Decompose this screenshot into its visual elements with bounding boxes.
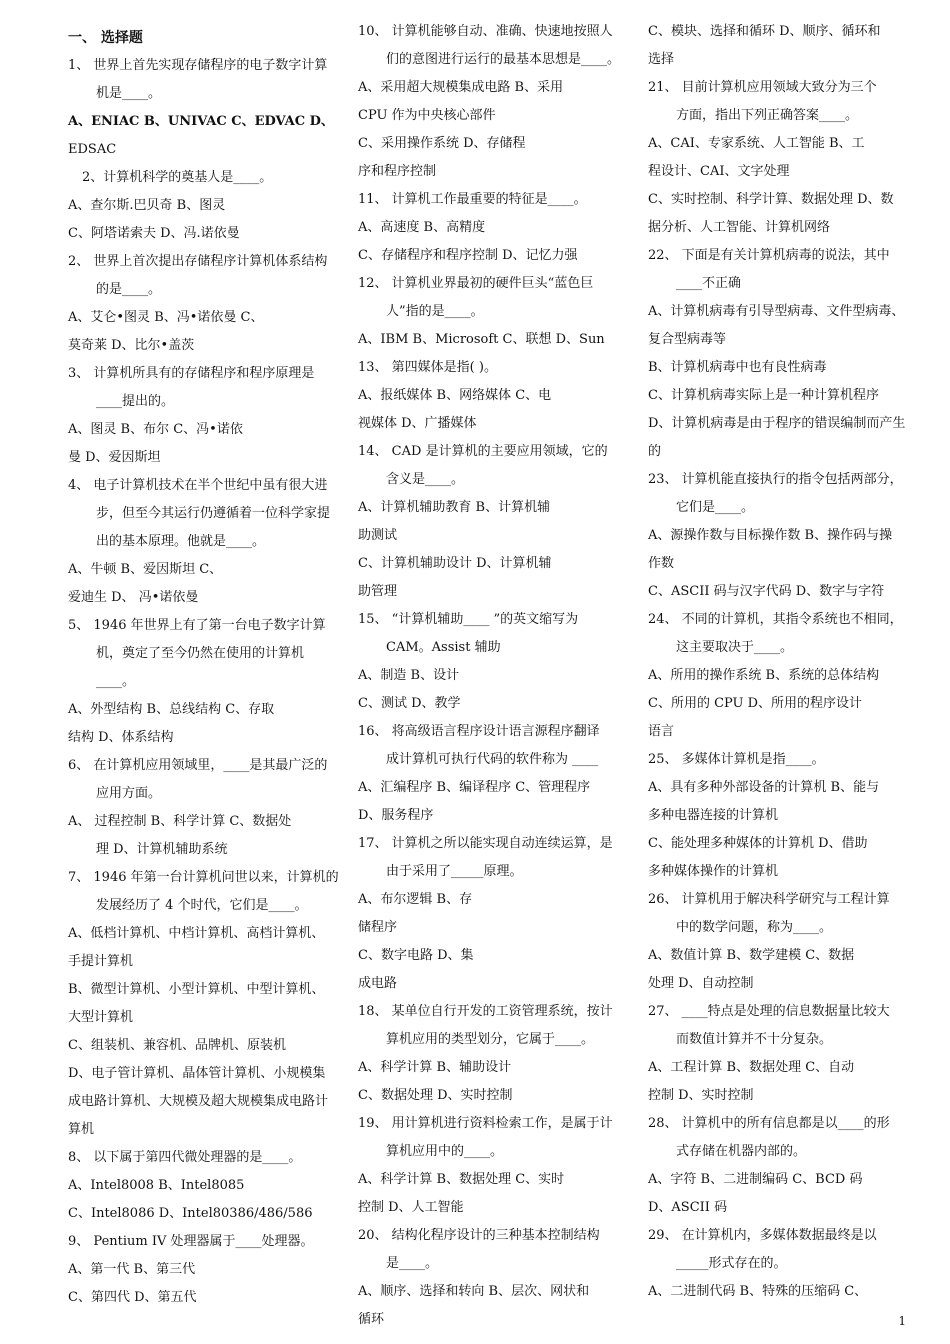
text-line: 人”指的是____。 xyxy=(386,304,484,319)
text-line: 7、 1946 年第一台计算机问世以来，计算机的 xyxy=(68,870,339,885)
text-line: A、工程计算 B、数据处理 C、自动 xyxy=(648,1060,855,1075)
text-line: 助测试 xyxy=(358,528,398,543)
text-line: A、高速度 B、高精度 xyxy=(358,220,486,235)
text-line: 式存储在机器内部的。 xyxy=(676,1144,807,1159)
text-line: 27、 ____特点是处理的信息数据量比较大 xyxy=(648,1004,890,1019)
text-line: 助管理 xyxy=(358,584,398,599)
text-line: 12、 计算机业界最初的硬件巨头“蓝色巨 xyxy=(358,276,594,291)
text-line: 22、 下面是有关计算机病毒的说法，其中 xyxy=(648,248,890,263)
text-line: 们的意图进行运行的最基本思想是____。 xyxy=(386,52,621,67)
text-line: 大型计算机 xyxy=(68,1010,134,1025)
text-line: A、CAI、专家系统、人工智能 B、工 xyxy=(648,136,865,151)
text-line: A、艾仑•图灵 B、冯•诺依曼 C、 xyxy=(68,310,264,325)
text-line: 2、计算机科学的奠基人是____。 xyxy=(82,170,273,185)
text-line: 机，奠定了至今仍然在使用的计算机 xyxy=(96,646,305,661)
text-line: 26、 计算机用于解决科学研究与工程计算 xyxy=(648,892,890,907)
text-line: A、报纸媒体 B、网络媒体 C、电 xyxy=(358,388,552,403)
text-line: A、低档计算机、中档计算机、高档计算机、 xyxy=(68,926,325,941)
text-line: CPU 作为中央核心部件 xyxy=(358,108,496,123)
text-line: A、Intel8008 B、Intel8085 xyxy=(68,1178,245,1193)
text-line: 19、 用计算机进行资料检索工作，是属于计 xyxy=(358,1116,613,1131)
text-line: 成计算机可执行代码的软件称为 ____ xyxy=(386,752,599,767)
text-line: 1、 世界上首先实现存储程序的电子数字计算 xyxy=(68,58,328,73)
text-line: 21、 目前计算机应用领域大致分为三个 xyxy=(648,80,877,95)
text-line: 16、 将高级语言程序设计语言源程序翻译 xyxy=(358,724,600,739)
text-line: 处理 D、自动控制 xyxy=(648,976,754,991)
text-line: A、IBM B、Microsoft C、联想 D、Sun xyxy=(358,332,605,347)
text-line: 选择 xyxy=(648,52,675,67)
text-line: C、阿塔诺索夫 D、冯.诺依曼 xyxy=(68,226,240,241)
text-line: 视媒体 D、广播媒体 xyxy=(358,416,477,431)
text-line: ____。 xyxy=(96,674,136,689)
text-line: 10、 计算机能够自动、准确、快速地按照人 xyxy=(358,24,613,39)
text-line: C、ASCII 码与汉字代码 D、数字与字符 xyxy=(648,584,885,599)
text-line: 手提计算机 xyxy=(68,954,134,969)
text-line: 11、 计算机工作最重要的特征是____。 xyxy=(358,192,587,207)
text-line: A、ENIAC B、UNIVAC C、EDVAC D、 xyxy=(68,114,334,129)
text-line: ____提出的。 xyxy=(96,394,175,409)
text-line: 8、 以下属于第四代微处理器的是____。 xyxy=(68,1150,302,1165)
text-line: 17、 计算机之所以能实现自动连续运算，是 xyxy=(358,836,613,851)
text-line: 成电路计算机、大规模及超大规模集成电路计 xyxy=(68,1094,329,1109)
text-line: 25、 多媒体计算机是指____。 xyxy=(648,752,825,767)
text-line: A、查尔斯.巴贝奇 B、图灵 xyxy=(68,198,226,213)
text-line: CAM。Assist 辅助 xyxy=(386,640,501,655)
text-line: 控制 D、人工智能 xyxy=(358,1200,464,1215)
text-line: 应用方面。 xyxy=(96,786,162,801)
text-line: C、存储程序和程序控制 D、记忆力强 xyxy=(358,248,578,263)
text-line: 莫奇莱 D、比尔•盖茨 xyxy=(68,338,195,353)
page-number: 1 xyxy=(898,1314,906,1328)
text-line: 据分析、人工智能、计算机网络 xyxy=(648,220,831,235)
text-line: A、所用的操作系统 B、系统的总体结构 xyxy=(648,668,880,683)
text-line: 这主要取决于____。 xyxy=(676,640,794,655)
text-line: A、二进制代码 B、特殊的压缩码 C、 xyxy=(648,1284,868,1299)
text-line: C、数字电路 D、集 xyxy=(358,948,474,963)
text-line: 而数值计算并不十分复杂。 xyxy=(676,1032,833,1047)
column-left xyxy=(68,18,339,1312)
text-line: D、服务程序 xyxy=(358,808,434,823)
text-line: 复合型病毒等 xyxy=(648,332,727,347)
text-line: 成电路 xyxy=(358,976,398,991)
text-line: 机是____。 xyxy=(96,86,162,101)
text-line: _____形式存在的。 xyxy=(676,1256,787,1271)
text-line: EDSAC xyxy=(68,142,117,157)
text-line: 作数 xyxy=(648,556,675,571)
text-line: A、具有多种外部设备的计算机 B、能与 xyxy=(648,780,880,795)
text-line: 的是____。 xyxy=(96,282,162,297)
text-line: B、计算机病毒中也有良性病毒 xyxy=(648,360,827,375)
text-line: C、实时控制、科学计算、数据处理 D、数 xyxy=(648,192,894,207)
text-line: 23、 计算机能直接执行的指令包括两部分， xyxy=(648,472,903,487)
text-line: A、外型结构 B、总线结构 C、存取 xyxy=(68,702,275,717)
text-line: 9、 Pentium IV 处理器属于____处理器。 xyxy=(68,1234,314,1249)
text-line: 算机应用中的____。 xyxy=(386,1144,504,1159)
text-line: C、测试 D、教学 xyxy=(358,696,461,711)
column-right xyxy=(648,18,910,1306)
section-heading: 一、 选择题 xyxy=(68,30,143,46)
text-line: ____不正确 xyxy=(676,276,742,291)
text-line: A、牛顿 B、爱因斯坦 C、 xyxy=(68,562,223,577)
text-line: C、Intel8086 D、Intel80386/486/586 xyxy=(68,1206,313,1221)
text-line: A、顺序、选择和转向 B、层次、网状和 xyxy=(358,1284,590,1299)
text-line: C、数据处理 D、实时控制 xyxy=(358,1088,513,1103)
text-line: C、所用的 CPU D、所用的程序设计 xyxy=(648,696,863,711)
text-line: 6、 在计算机应用领域里，____是其最广泛的 xyxy=(68,758,328,773)
text-line: 15、 “计算机辅助____ ”的英文缩写为 xyxy=(358,612,579,627)
text-line: 18、 某单位自行开发的工资管理系统，按计 xyxy=(358,1004,613,1019)
text-line: A、布尔逻辑 B、存 xyxy=(358,892,473,907)
text-line: 多种媒体操作的计算机 xyxy=(648,864,779,879)
text-line: 13、 第四媒体是指( )。 xyxy=(358,360,497,375)
text-line: C、计算机病毒实际上是一种计算机程序 xyxy=(648,388,879,403)
text-line: 4、 电子计算机技术在半个世纪中虽有很大进 xyxy=(68,478,328,493)
text-line: 14、 CAD 是计算机的主要应用领域，它的 xyxy=(358,444,608,459)
text-line: 步，但至今其运行仍遵循着一位科学家提 xyxy=(96,506,331,521)
text-line: 是____。 xyxy=(386,1256,439,1271)
text-line: A、 过程控制 B、科学计算 C、数据处 xyxy=(68,814,292,829)
text-line: C、采用操作系统 D、存储程 xyxy=(358,136,526,151)
text-line: 算机应用的类型划分，它属于____。 xyxy=(386,1032,595,1047)
text-line: 结构 D、体系结构 xyxy=(68,730,174,745)
text-line: 的 xyxy=(648,444,662,459)
text-line: D、计算机病毒是由于程序的错误编制而产生 xyxy=(648,416,906,431)
text-line: D、ASCII 码 xyxy=(648,1200,728,1215)
text-line: A、汇编程序 B、编译程序 C、管理程序 xyxy=(358,780,591,795)
text-line: 28、 计算机中的所有信息都是以____的形 xyxy=(648,1116,890,1131)
text-line: 爱迪生 D、 冯•诺依曼 xyxy=(68,590,199,605)
text-line: A、制造 B、设计 xyxy=(358,668,460,683)
text-line: 序和程序控制 xyxy=(358,164,437,179)
text-line: 算机 xyxy=(68,1122,95,1137)
text-line: A、计算机病毒有引导型病毒、文件型病毒、 xyxy=(648,304,905,319)
text-line: 方面，指出下列正确答案____。 xyxy=(676,108,859,123)
text-line: 理 D、计算机辅助系统 xyxy=(96,842,228,857)
text-line: C、计算机辅助设计 D、计算机辅 xyxy=(358,556,552,571)
text-line: A、科学计算 B、数据处理 C、实时 xyxy=(358,1172,565,1187)
text-line: C、模块、选择和循环 D、顺序、循环和 xyxy=(648,24,881,39)
text-line: 语言 xyxy=(648,724,675,739)
text-line: C、第四代 D、第五代 xyxy=(68,1290,197,1305)
text-line: A、源操作数与目标操作数 B、操作码与操 xyxy=(648,528,893,543)
text-line: 含义是____。 xyxy=(386,472,465,487)
text-line: 储程序 xyxy=(358,920,398,935)
text-line: 由于采用了_____原理。 xyxy=(386,864,523,879)
text-line: D、电子管计算机、晶体管计算机、小规模集 xyxy=(68,1066,326,1081)
text-line: A、第一代 B、第三代 xyxy=(68,1262,196,1277)
text-line: 多种电器连接的计算机 xyxy=(648,808,779,823)
text-line: 出的基本原理。他就是____。 xyxy=(96,534,266,549)
text-line: 循环 xyxy=(358,1312,385,1327)
column-middle xyxy=(358,18,620,1334)
text-line: 中的数学问题，称为____。 xyxy=(676,920,833,935)
text-line: A、计算机辅助教育 B、计算机辅 xyxy=(358,500,551,515)
text-line: B、微型计算机、小型计算机、中型计算机、 xyxy=(68,982,325,997)
text-line: A、数值计算 B、数学建模 C、数据 xyxy=(648,948,855,963)
text-line: A、图灵 B、布尔 C、冯•诺依 xyxy=(68,422,243,437)
text-line: 曼 D、爱因斯坦 xyxy=(68,450,161,465)
text-line: 5、 1946 年世界上有了第一台电子数字计算 xyxy=(68,618,326,633)
text-line: 它们是____。 xyxy=(676,500,755,515)
text-line: 发展经历了 4 个时代，它们是____。 xyxy=(96,898,308,913)
text-line: A、字符 B、二进制编码 C、BCD 码 xyxy=(648,1172,863,1187)
text-line: 20、 结构化程序设计的三种基本控制结构 xyxy=(358,1228,600,1243)
text-line: 控制 D、实时控制 xyxy=(648,1088,754,1103)
text-line: C、能处理多种媒体的计算机 D、借助 xyxy=(648,836,868,851)
text-line: 24、 不同的计算机，其指令系统也不相同， xyxy=(648,612,903,627)
text-line: 程设计、CAI、文字处理 xyxy=(648,164,790,179)
text-line: 2、 世界上首次提出存储程序计算机体系结构 xyxy=(68,254,328,269)
text-line: A、科学计算 B、辅助设计 xyxy=(358,1060,512,1075)
text-line: A、采用超大规模集成电路 B、采用 xyxy=(358,80,564,95)
text-line: C、组装机、兼容机、品牌机、原装机 xyxy=(68,1038,286,1053)
text-line: 29、 在计算机内，多媒体数据最终是以 xyxy=(648,1228,877,1243)
text-line: 3、 计算机所具有的存储程序和程序原理是 xyxy=(68,366,315,381)
